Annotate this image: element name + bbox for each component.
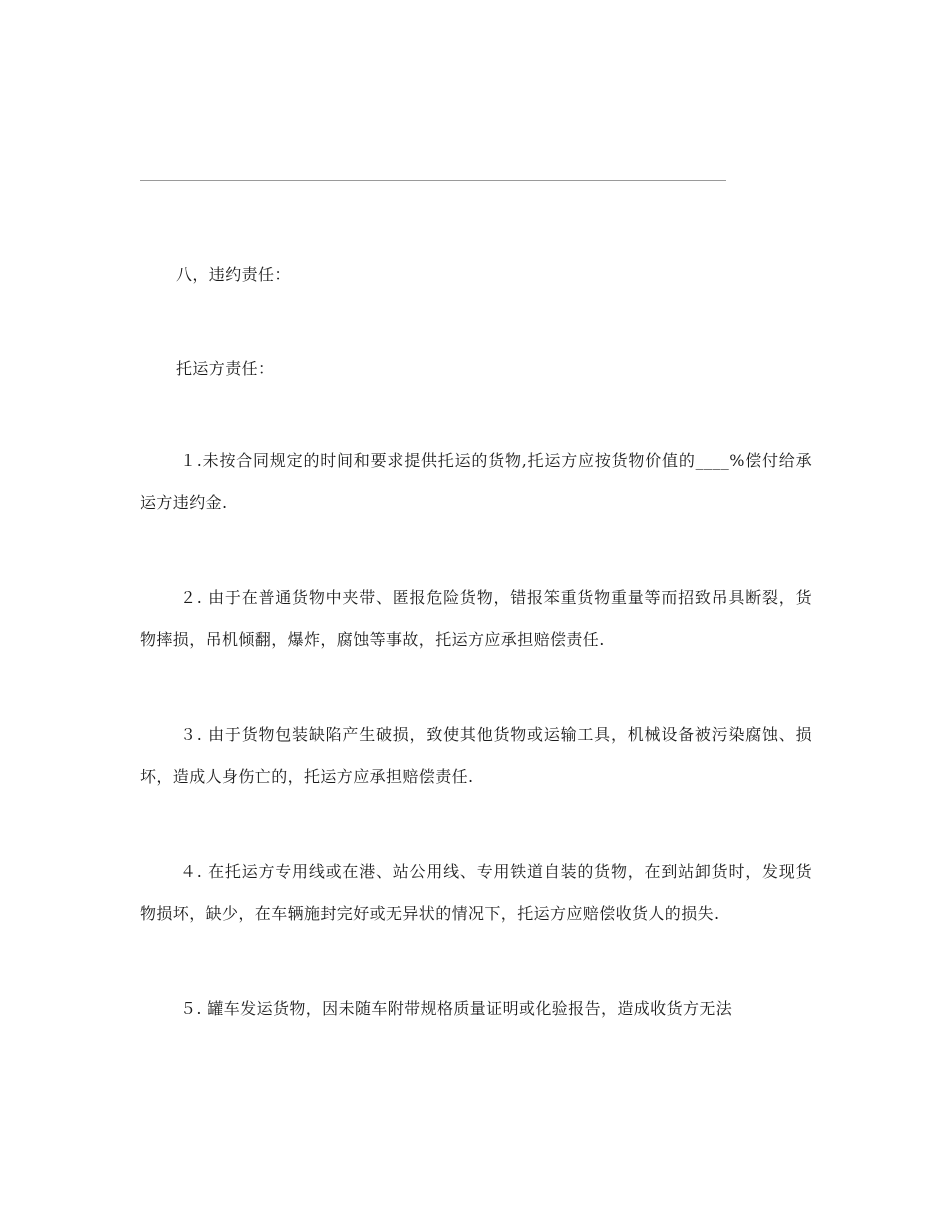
subheading: 托运方责任： xyxy=(176,359,275,378)
clause-item-4: ４. 在托运方专用线或在港、站公用线、专用铁道自装的货物，在到站卸货时，发现货物损坏，缺少，在车辆施封完好或无异状的情况下，托运方应赔偿收货人的损失. xyxy=(140,862,812,923)
clause-item-1: １.未按合同规定的时间和要求提供托运的货物,托运方应按货物价值的____%偿付给承运方违约金. xyxy=(140,451,812,512)
clause-item-5: ５. 罐车发运货物，因未随车附带规格质量证明或化验报告，造成收货方无法 xyxy=(180,999,733,1018)
header-divider xyxy=(140,180,726,181)
clause-item-3: ３. 由于货物包装缺陷产生破损，致使其他货物或运输工具，机械设备被污染腐蚀、损坏，造成人身伤亡的，托运方应承担赔偿责任. xyxy=(140,725,812,786)
document-body xyxy=(140,254,812,1083)
clause-item-2: ２. 由于在普通货物中夹带、匿报危险货物，错报笨重货物重量等而招致吊具断裂，货物摔损，吊机倾翻，爆炸，腐蚀等事故，托运方应承担赔偿责任. xyxy=(140,588,812,649)
section-heading: 八，违约责任： xyxy=(176,265,291,284)
